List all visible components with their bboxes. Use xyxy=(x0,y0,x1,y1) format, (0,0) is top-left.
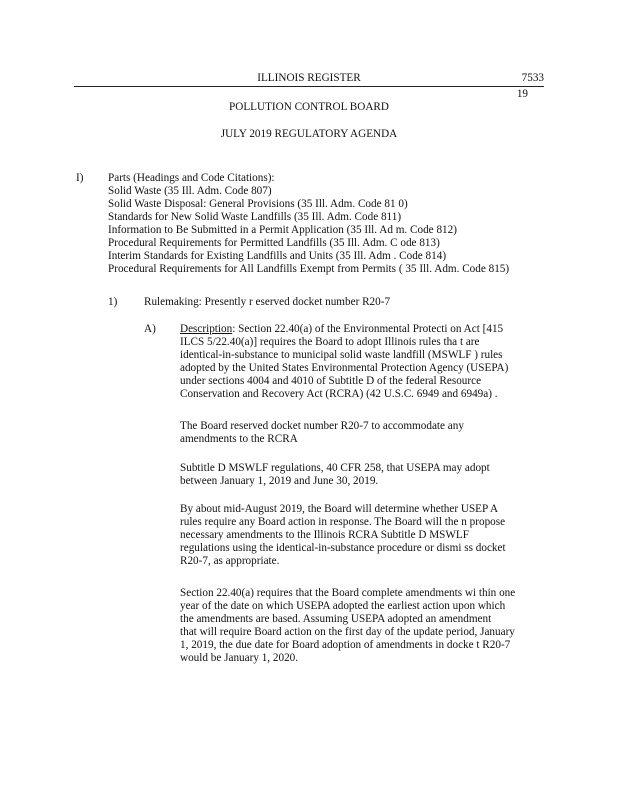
description-line: ILCS 5/22.40(a)] requires the Board to adopt Illinois rules tha t are xyxy=(180,336,480,348)
description-first-line xyxy=(180,323,546,336)
header-divider xyxy=(74,86,544,87)
part-item: Interim Standards for Existing Landfills and Units (35 Ill. Adm . Code 814) xyxy=(108,250,447,262)
part-item: Standards for New Solid Waste Landfills (35 Ill. Adm. Code 811) xyxy=(108,211,402,223)
paragraph-line: would be January 1, 2020. xyxy=(180,652,299,664)
item-letter: A) xyxy=(144,323,156,335)
paragraph-line: R20-7, as appropriate. xyxy=(180,555,280,567)
paragraph-line: between January 1, 2019 and June 30, 2019. xyxy=(180,475,379,487)
subtitle-d-paragraph xyxy=(180,462,546,488)
part-item: Procedural Requirements for All Landfills Exempt from Permits ( 35 Ill. Adm. Code 815) xyxy=(108,263,510,275)
paragraph-line: year of the date on which USEPA adopted the earliest action upon which xyxy=(180,600,506,612)
paragraph-line: the amendments are based. Assuming USEPA adopted an amendment xyxy=(180,613,492,625)
paragraph-line: necessary amendments to the Illinois RCRA Subtitle D MSWLF xyxy=(180,529,469,541)
description-label: Description xyxy=(180,323,233,335)
section-number: I) xyxy=(76,172,84,184)
rulemaking-number: 1) xyxy=(108,296,118,308)
paragraph-line: that will require Board action on the first day of the update period, January xyxy=(180,626,515,638)
description-line: identical-in-substance to municipal solid waste landfill (MSWLF ) rules xyxy=(180,349,503,361)
parts-list xyxy=(108,172,509,276)
paragraph-line: amendments to the RCRA xyxy=(180,433,298,445)
agenda-title: JULY 2019 REGULATORY AGENDA xyxy=(220,128,398,140)
paragraph-line: regulations using the identical-in-substance procedure or dismi ss docket xyxy=(180,542,506,554)
determination-paragraph xyxy=(180,503,546,568)
register-title: ILLINOIS REGISTER xyxy=(257,72,361,84)
description-line: under sections 4004 and 4010 of Subtitle D of the federal Resource xyxy=(180,375,482,387)
description-line: Conservation and Recovery Act (RCRA) (42 U.S.C. 6949 and 6949a) . xyxy=(180,388,498,400)
parts-heading: Parts (Headings and Code Citations): xyxy=(108,172,275,184)
paragraph-line: rules require any Board action in response. The Board will the n propose xyxy=(180,516,506,528)
paragraph-line: Subtitle D MSWLF regulations, 40 CFR 258, that USEPA may adopt xyxy=(180,462,490,474)
paragraph-line: Section 22.40(a) requires that the Board complete amendments wi thin one xyxy=(180,587,516,599)
paragraph-line: 1, 2019, the due date for Board adoption of amendments in docke t R20-7 xyxy=(180,639,511,651)
rulemaking-text: Rulemaking: Presently r eserved docket number R20-7 xyxy=(144,296,391,308)
reserved-docket-paragraph xyxy=(180,420,546,446)
issue-number: 7533 xyxy=(521,72,544,84)
paragraph-line: By about mid-August 2019, the Board will determine whether USEP A xyxy=(180,503,499,515)
description-line: adopted by the United States Environmental Protection Agency (USEPA) xyxy=(180,362,509,374)
description-paragraph xyxy=(180,323,546,401)
part-item: Procedural Requirements for Permitted Landfills (35 Ill. Adm. C ode 813) xyxy=(108,237,440,249)
part-item: Solid Waste Disposal: General Provisions (35 Ill. Adm. Code 81 0) xyxy=(108,198,408,210)
description-first-line-text: : Section 22.40(a) of the Environmental Protecti on Act [415 xyxy=(232,323,504,335)
page-number: 19 xyxy=(516,88,528,100)
part-item: Solid Waste (35 Ill. Adm. Code 807) xyxy=(108,185,272,197)
board-title: POLLUTION CONTROL BOARD xyxy=(229,101,389,113)
part-item: Information to Be Submitted in a Permit Application (35 Ill. Ad m. Code 812) xyxy=(108,224,457,236)
deadline-paragraph xyxy=(180,587,546,665)
paragraph-line: The Board reserved docket number R20-7 to accommodate any xyxy=(180,420,464,432)
